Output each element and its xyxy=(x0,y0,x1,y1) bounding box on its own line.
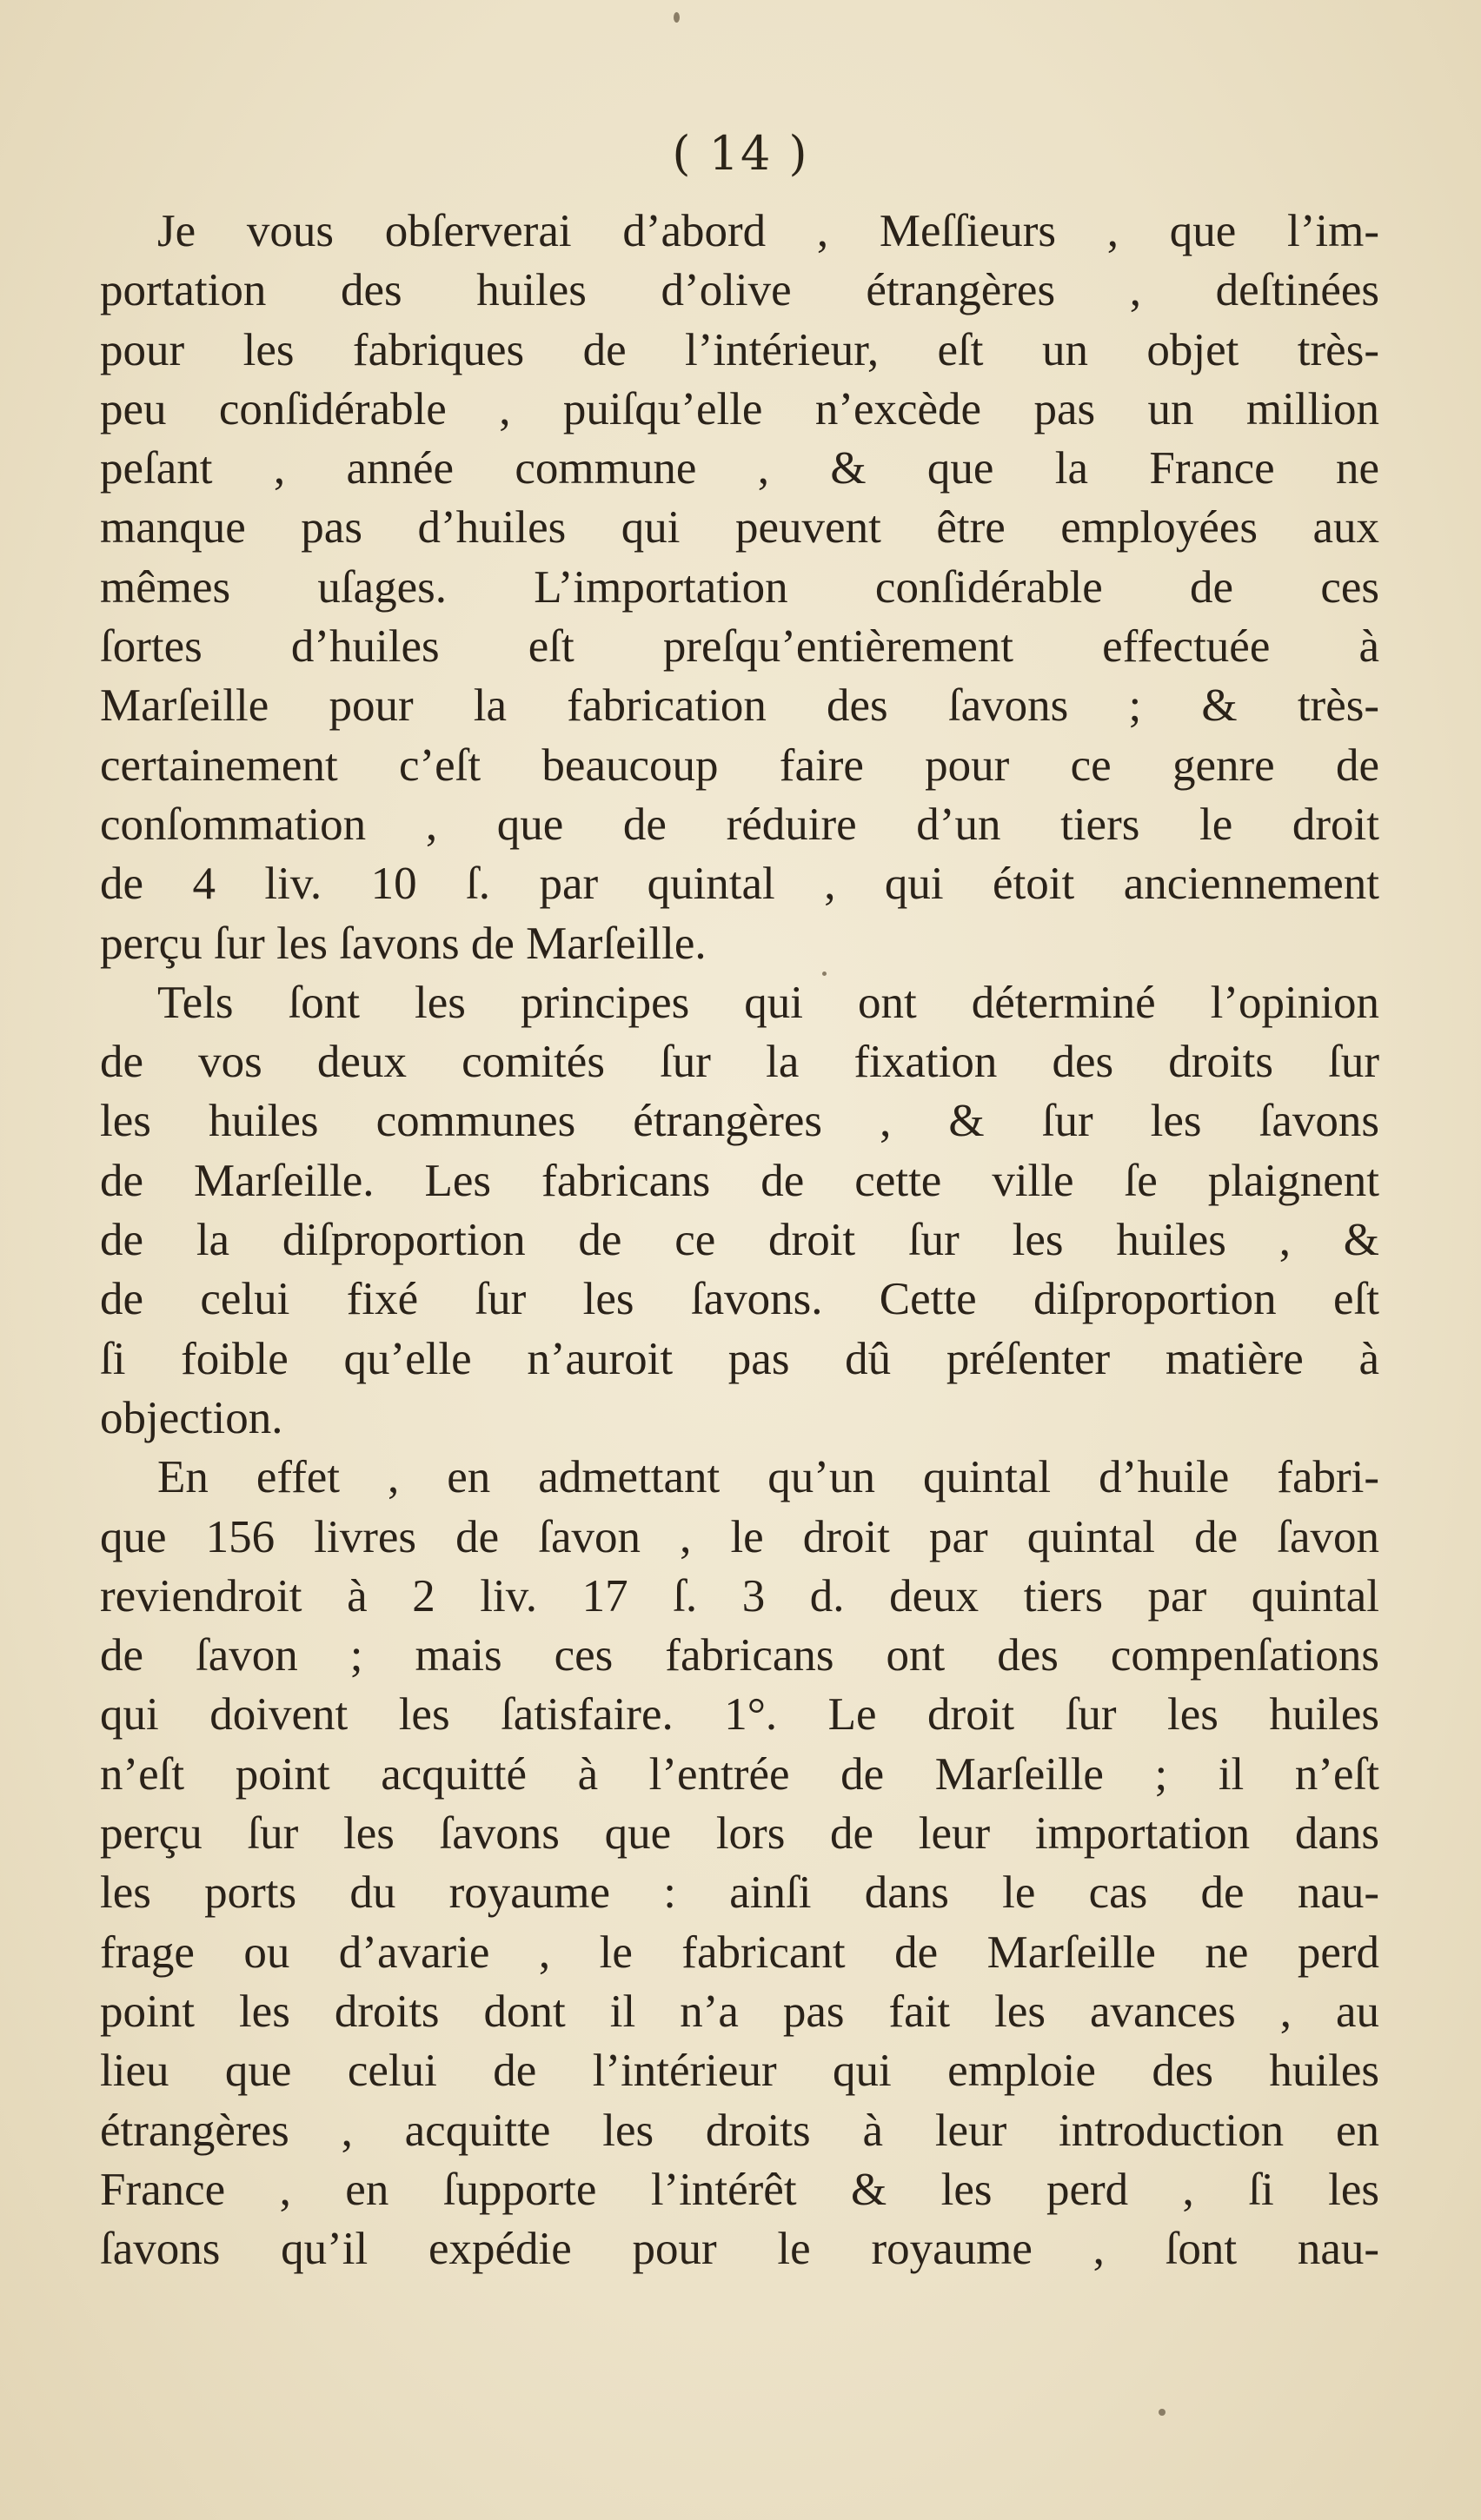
page-number: ( 14 ) xyxy=(672,126,809,181)
text-line: frage ou d’avarie , le fabricant de Marſeille ne perd xyxy=(100,1926,1379,1978)
text-line: France , en ſupporte l’intérêt & les perd , ſi les xyxy=(100,2164,1379,2215)
text-line: ſi foible qu’elle n’auroit pas dû préſenter matière à xyxy=(100,1333,1379,1384)
text-line: portation des huiles d’olive étrangères , deſtinées xyxy=(100,265,1379,316)
text-line: objection. xyxy=(100,1392,283,1443)
text-line: perçu ſur les ſavons que lors de leur importation dans xyxy=(100,1808,1379,1860)
text-line: point les droits dont il n’a pas fait les avances , au xyxy=(100,1986,1379,2037)
text-line: de ſavon ; mais ces fabricans ont des compenſations xyxy=(100,1630,1379,1681)
text-line: ſortes d’huiles eſt preſqu’entièrement effectuée à xyxy=(100,621,1379,673)
text-line: n’eſt point acquitté à l’entrée de Marſeille ; il n’eſt xyxy=(100,1748,1379,1800)
text-line: peſant , année commune , & que la France ne xyxy=(100,443,1379,494)
body-text xyxy=(100,202,1379,2278)
text-line: étrangères , acquitte les droits à leur introduction en xyxy=(100,2105,1379,2156)
text-line: mêmes uſages. L’importation conſidérable de ces xyxy=(100,561,1379,613)
text-line: manque pas d’huiles qui peuvent être employées aux xyxy=(100,502,1379,554)
text-line: peu conſidérable , puiſqu’elle n’excède pas un million xyxy=(100,383,1379,434)
text-line: qui doivent les ſatisfaire. 1°. Le droit ſur les huiles xyxy=(100,1689,1379,1741)
text-line: Tels ſont les principes qui ont déterminé l’opinion xyxy=(157,977,1379,1028)
paper-speck xyxy=(1159,2409,1166,2416)
text-line: de 4 liv. 10 ſ. par quintal , qui étoit anciennement xyxy=(100,859,1379,910)
text-line: que 156 livres de ſavon , le droit par quintal de ſavon xyxy=(100,1511,1379,1562)
text-line: de celui fixé ſur les ſavons. Cette diſproportion eſt xyxy=(100,1274,1379,1325)
text-line: conſommation , que de réduire d’un tiers le droit xyxy=(100,799,1379,850)
text-line: de vos deux comités ſur la fixation des droits ſur xyxy=(100,1037,1379,1088)
text-line: ſavons qu’il expédie pour le royaume , ſont nau- xyxy=(100,2224,1379,2275)
text-line: de la diſproportion de ce droit ſur les huiles , & xyxy=(100,1215,1379,1266)
text-line: perçu ſur les ſavons de Marſeille. xyxy=(100,918,707,969)
text-line: pour les fabriques de l’intérieur, eſt un objet très- xyxy=(100,324,1379,375)
paper-speck xyxy=(674,12,680,23)
text-line: les huiles communes étrangères , & ſur les ſavons xyxy=(100,1096,1379,1147)
text-line: de Marſeille. Les fabricans de cette ville ſe plaignent xyxy=(100,1155,1379,1206)
text-line: Je vous obſerverai d’abord , Meſſieurs , que l’im- xyxy=(157,206,1379,256)
text-line: En effet , en admettant qu’un quintal d’huile fabri- xyxy=(157,1452,1379,1503)
text-line: les ports du royaume : ainſi dans le cas de nau- xyxy=(100,1867,1379,1919)
text-line: certainement c’eſt beaucoup faire pour ce genre de xyxy=(100,739,1379,791)
text-line: lieu que celui de l’intérieur qui emploie des huiles xyxy=(100,2046,1379,2097)
text-line: reviendroit à 2 liv. 17 ſ. 3 d. deux tiers par quintal xyxy=(100,1570,1379,1621)
text-line: Marſeille pour la fabrication des ſavons ; & très- xyxy=(100,680,1379,732)
